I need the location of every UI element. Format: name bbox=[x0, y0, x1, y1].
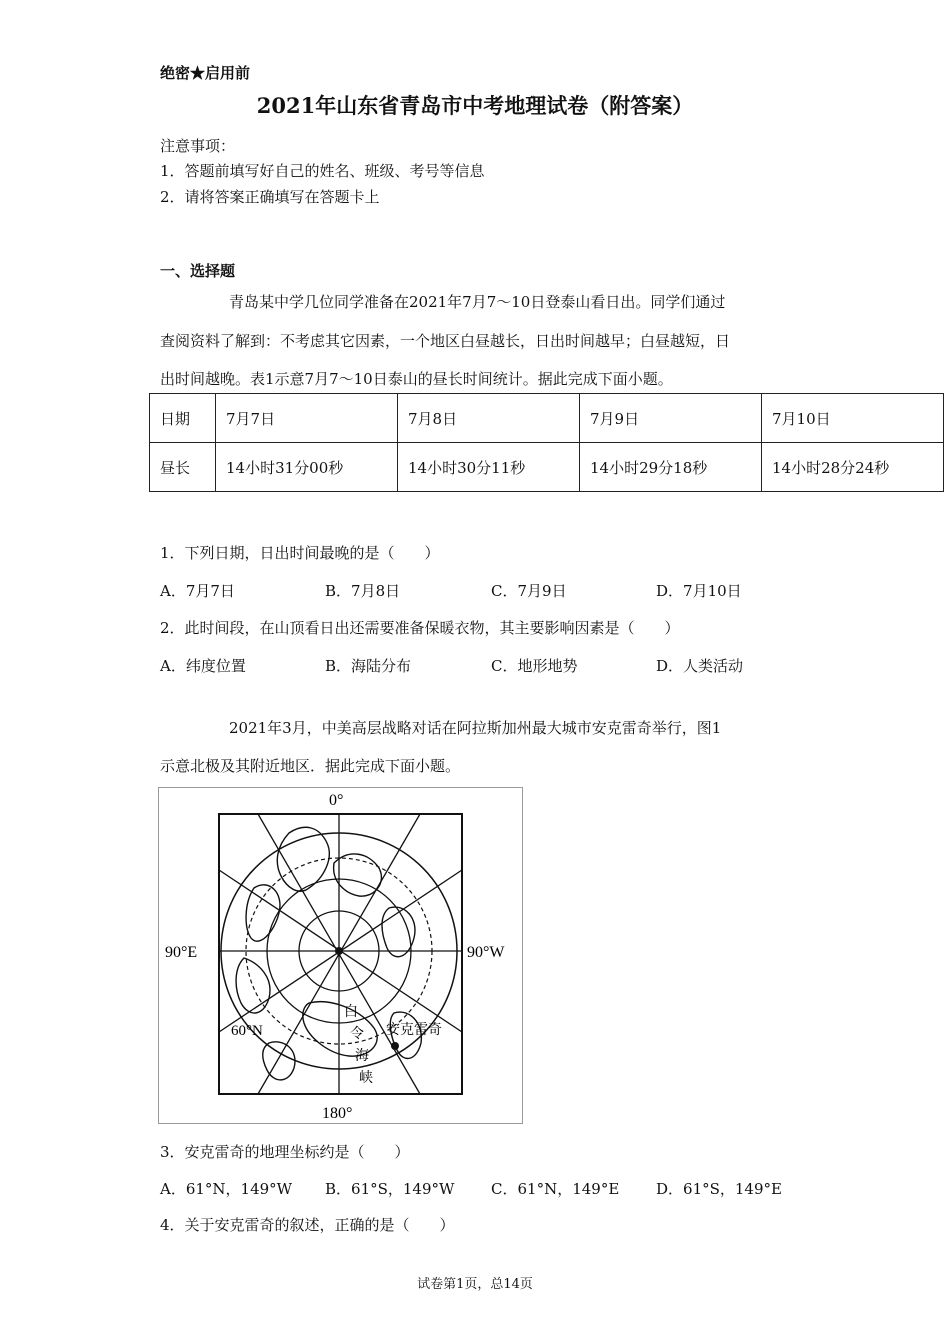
map-label-90e: 90°E bbox=[165, 944, 198, 961]
page-footer: 试卷第1页，总14页 bbox=[417, 1277, 533, 1292]
notice-item-2: 2．请将答案正确填写在答题卡上 bbox=[160, 188, 380, 206]
map-label-bering-3: 海 bbox=[355, 1049, 369, 1064]
intro-line-1: 青岛某中学几位同学准备在2021年7月7～10日登泰山看日出。同学们通过 bbox=[229, 293, 726, 311]
question-1-stem: 1．下列日期，日出时间最晚的是（ ） bbox=[160, 544, 440, 562]
table-row bbox=[150, 443, 944, 492]
table-cell: 昼长 bbox=[150, 443, 216, 492]
question-1-option-c: C．7月9日 bbox=[491, 582, 567, 600]
table-cell: 7月10日 bbox=[762, 394, 944, 443]
intro-line-3: 出时间越晚。表1示意7月7～10日泰山的昼长时间统计。据此完成下面小题。 bbox=[160, 370, 673, 388]
table-row bbox=[150, 394, 944, 443]
map-label-bering-1: 白 bbox=[344, 1005, 358, 1020]
section-heading-choice: 一、选择题 bbox=[160, 262, 236, 280]
question-2-stem: 2．此时间段，在山顶看日出还需要准备保暖衣物，其主要影响因素是（ ） bbox=[160, 619, 680, 637]
question-2-option-c: C．地形地势 bbox=[491, 657, 578, 675]
map-label-bering-4: 峡 bbox=[359, 1071, 373, 1086]
question-1-option-a: A．7月7日 bbox=[160, 582, 235, 600]
daylength-table bbox=[149, 393, 944, 492]
question-2-option-d: D．人类活动 bbox=[656, 657, 744, 675]
question-1-option-b: B．7月8日 bbox=[325, 582, 401, 600]
question-3-option-b: B．61°S，149°W bbox=[325, 1180, 455, 1198]
map-label-90w: 90°W bbox=[467, 944, 505, 961]
arctic-map bbox=[159, 788, 522, 1123]
question-3-option-c: C．61°N，149°E bbox=[491, 1180, 620, 1198]
map-label-anchorage: 安克雷奇 bbox=[386, 1023, 442, 1038]
question-3-stem: 3．安克雷奇的地理坐标约是（ ） bbox=[160, 1143, 410, 1161]
table-cell: 7月9日 bbox=[580, 394, 762, 443]
intro-line-2: 查阅资料了解到：不考虑其它因素，一个地区白昼越长，日出时间越早；白昼越短，日 bbox=[160, 332, 731, 350]
confidential-label: 绝密★启用前 bbox=[160, 64, 251, 82]
question-2-option-b: B．海陆分布 bbox=[325, 657, 412, 675]
passage-2-line-2: 示意北极及其附近地区．据此完成下面小题。 bbox=[160, 757, 461, 775]
map-label-0deg: 0° bbox=[329, 792, 344, 809]
table-cell: 7月8日 bbox=[398, 394, 580, 443]
map-label-60n: 60°N bbox=[231, 1023, 263, 1039]
notice-item-1: 1．答题前填写好自己的姓名、班级、考号等信息 bbox=[160, 162, 485, 180]
table-cell: 日期 bbox=[150, 394, 216, 443]
anchorage-marker bbox=[391, 1042, 399, 1050]
map-label-bering-2: 令 bbox=[350, 1027, 364, 1042]
exam-title: 2021年山东省青岛市中考地理试卷（附答案） bbox=[256, 93, 694, 118]
question-4-stem: 4．关于安克雷奇的叙述，正确的是（ ） bbox=[160, 1216, 455, 1234]
passage-2-line-1: 2021年3月，中美高层战略对话在阿拉斯加州最大城市安克雷奇举行，图1 bbox=[229, 719, 722, 737]
question-3-option-a: A．61°N，149°W bbox=[160, 1180, 293, 1198]
table-cell: 14小时30分11秒 bbox=[398, 443, 580, 492]
question-3-option-d: D．61°S，149°E bbox=[656, 1180, 782, 1198]
table-cell: 14小时31分00秒 bbox=[216, 443, 398, 492]
question-1-option-d: D．7月10日 bbox=[656, 582, 742, 600]
arctic-map-figure bbox=[158, 787, 523, 1124]
map-label-180deg: 180° bbox=[322, 1105, 353, 1122]
table-cell: 7月7日 bbox=[216, 394, 398, 443]
table-cell: 14小时28分24秒 bbox=[762, 443, 944, 492]
notice-heading: 注意事项： bbox=[160, 137, 236, 155]
question-2-option-a: A．纬度位置 bbox=[160, 657, 246, 675]
table-cell: 14小时29分18秒 bbox=[580, 443, 762, 492]
